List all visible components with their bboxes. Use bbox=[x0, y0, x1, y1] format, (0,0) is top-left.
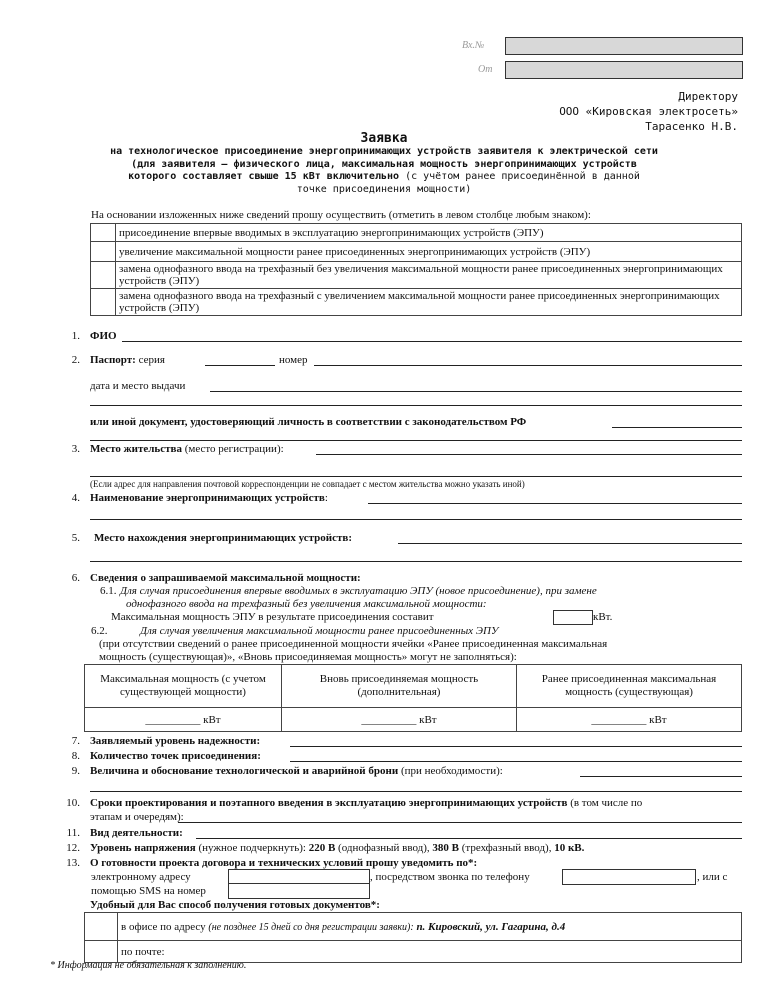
terms-note2: этапам и очередям): bbox=[90, 811, 184, 823]
passport-row bbox=[90, 354, 165, 366]
voltage-note: (нужное подчеркнуть): bbox=[198, 842, 306, 854]
passport-issue-input-2[interactable] bbox=[90, 405, 742, 406]
residence-row bbox=[90, 443, 284, 455]
terms-input[interactable] bbox=[178, 822, 742, 823]
activity-label: Вид деятельности: bbox=[90, 827, 183, 839]
incoming-from-label: От bbox=[478, 64, 493, 75]
passport-number-input[interactable] bbox=[314, 365, 742, 366]
voltage-option-380[interactable]: 380 В bbox=[432, 842, 459, 854]
notification-phone-label: , посредством звонка по телефону bbox=[370, 871, 530, 883]
option-text-3: замена однофазного ввода на трехфазный без увеличения максимальной мощности ранее присоединенных энергопринимающих устройств (ЭПУ) bbox=[116, 262, 742, 289]
power-table-header-max: Максимальная мощность (с учетом существующей мощности) bbox=[85, 665, 282, 708]
fio-label: ФИО bbox=[90, 330, 117, 342]
section-number-13: 13. bbox=[66, 857, 80, 869]
other-document-label: или иной документ, удостоверяющий личность в соответствии с законодательством РФ bbox=[90, 416, 527, 428]
notification-label: О готовности проекта договора и технических условий прошу уведомить по*: bbox=[90, 857, 478, 869]
notification-sms-input[interactable] bbox=[228, 883, 370, 899]
power-table bbox=[84, 664, 742, 732]
subsection-6-1-text2: однофазного ввода на трехфазный без увеличения максимальной мощности: bbox=[126, 598, 487, 610]
passport-number-label: номер bbox=[279, 354, 308, 366]
connection-points-label: Количество точек присоединения: bbox=[90, 750, 261, 762]
max-power-label: Сведения о запрашиваемой максимальной мощности: bbox=[90, 572, 361, 584]
voltage-option-380-note: (трехфазный ввод), bbox=[461, 842, 552, 854]
section-number-12: 12. bbox=[66, 842, 80, 854]
voltage-option-220-note: (однофазный ввод), bbox=[338, 842, 430, 854]
subtitle-line4: точке присоединения мощности) bbox=[296, 183, 472, 195]
reserve-input-2[interactable] bbox=[90, 791, 742, 792]
subsection-6-2-note1: (при отсутствии сведений о ранее присоединенной мощности ячейки «Ранее присоединенная максимальная bbox=[99, 638, 608, 650]
section-number-3: 3. bbox=[71, 443, 80, 455]
reserve-input[interactable] bbox=[580, 776, 742, 777]
residence-hint: (Если адрес для направления почтовой корреспонденции не совпадает с местом жительства можно указать иной) bbox=[90, 479, 525, 489]
page-title: Заявка bbox=[360, 131, 408, 146]
section-number-5: 5. bbox=[71, 532, 80, 544]
subsection-6-1: 6.1. bbox=[100, 585, 117, 597]
terms-label: Сроки проектирования и поэтапного введения в эксплуатацию энергопринимающих устройств bbox=[90, 797, 568, 809]
passport-series-label: серия bbox=[138, 354, 165, 366]
subtitle-line3-normal: (с учётом ранее присоединённой в данной bbox=[399, 171, 640, 182]
delivery-office-address: п. Кировский, ул. Гагарина, д.4 bbox=[416, 920, 566, 933]
footnote: * Информация не обязательная к заполнению. bbox=[50, 960, 247, 971]
delivery-table bbox=[84, 912, 742, 963]
option-checkbox-4[interactable] bbox=[91, 289, 116, 316]
subsection-6-1-text1: Для случая присоединения впервые вводимых в эксплуатацию ЭПУ (новое присоединение), при замене bbox=[120, 585, 597, 597]
devices-location-input[interactable] bbox=[398, 543, 742, 544]
notification-phone-input[interactable] bbox=[562, 869, 696, 885]
reliability-input[interactable] bbox=[290, 746, 742, 747]
connection-points-input[interactable] bbox=[290, 761, 742, 762]
reserve-row bbox=[90, 765, 503, 777]
section-number-2: 2. bbox=[71, 354, 80, 366]
power-table-value-new[interactable]: __________ кВт bbox=[282, 708, 517, 732]
max-power-result-unit: кВт. bbox=[593, 611, 613, 623]
power-table-header-new: Вновь присоединяемая мощность (дополнительная) bbox=[282, 665, 517, 708]
notification-sms-label: помощью SMS на номер bbox=[91, 885, 206, 897]
addressee-line3: Тарасенко Н.В. bbox=[645, 120, 738, 133]
voltage-label: Уровень напряжения bbox=[90, 842, 196, 854]
subtitle-line1: на технологическое присоединение энергопринимающих устройств заявителя к электрической сети bbox=[110, 146, 658, 157]
voltage-option-220[interactable]: 220 В bbox=[308, 842, 336, 854]
activity-input[interactable] bbox=[196, 838, 742, 839]
addressee-block bbox=[559, 89, 738, 134]
section-number-4: 4. bbox=[71, 492, 80, 504]
section-number-8: 8. bbox=[71, 750, 80, 762]
option-checkbox-2[interactable] bbox=[91, 242, 116, 262]
option-text-2: увеличение максимальной мощности ранее присоединенных энергопринимающих устройств (ЭПУ) bbox=[116, 242, 742, 262]
delivery-office-cell bbox=[118, 913, 742, 941]
residence-note: (место регистрации): bbox=[184, 443, 284, 455]
request-intro: На основании изложенных ниже сведений прошу осуществить (отметить в левом столбце любым знаком): bbox=[91, 209, 591, 221]
options-table bbox=[90, 223, 742, 316]
addressee-line2: ООО «Кировская электросеть» bbox=[559, 105, 738, 118]
passport-label: Паспорт: bbox=[90, 354, 136, 366]
max-power-result-label: Максимальная мощность ЭПУ в результате присоединения составит bbox=[111, 611, 434, 623]
notification-email-label: электронному адресу bbox=[91, 871, 191, 883]
power-table-header-existing: Ранее присоединенная максимальная мощность (существующая) bbox=[517, 665, 742, 708]
devices-location-label: Место нахождения энергопринимающих устройств: bbox=[94, 532, 352, 544]
section-number-6: 6. bbox=[71, 572, 80, 584]
incoming-number-field[interactable] bbox=[505, 37, 743, 55]
section-number-11: 11. bbox=[66, 827, 80, 839]
section-number-10: 10. bbox=[66, 797, 80, 809]
delivery-office-checkbox[interactable] bbox=[85, 913, 118, 941]
devices-name-colon: : bbox=[324, 492, 328, 504]
reserve-label: Величина и обоснование технологической и аварийной брони bbox=[90, 765, 399, 777]
subsection-6-2-note2: мощность (существующая)», «Вновь присоединяемая мощность» могут не заполняться): bbox=[99, 651, 517, 663]
devices-location-input-2[interactable] bbox=[90, 561, 742, 562]
option-text-4: замена однофазного ввода на трехфазный с увеличением максимальной мощности ранее присоединенных энергопринимающих устройств (ЭПУ) bbox=[116, 289, 742, 316]
power-table-value-max[interactable]: __________ кВт bbox=[85, 708, 282, 732]
devices-name-input-2[interactable] bbox=[90, 519, 742, 520]
section-number-9: 9. bbox=[71, 765, 80, 777]
option-checkbox-3[interactable] bbox=[91, 262, 116, 289]
residence-label: Место жительства bbox=[90, 443, 182, 455]
voltage-option-10kv[interactable]: 10 кВ. bbox=[554, 842, 585, 854]
other-document-input[interactable] bbox=[612, 427, 742, 428]
delivery-mail-cell: по почте: bbox=[118, 941, 742, 963]
delivery-office-prefix: в офисе по адресу bbox=[121, 920, 206, 933]
residence-input[interactable] bbox=[316, 454, 742, 455]
incoming-from-field[interactable] bbox=[505, 61, 743, 79]
voltage-row bbox=[90, 842, 584, 854]
devices-name-label: Наименование энергопринимающих устройств bbox=[90, 492, 325, 504]
passport-issue-input[interactable] bbox=[210, 391, 742, 392]
max-power-result-input[interactable] bbox=[553, 610, 593, 625]
subtitle-line2: (для заявителя – физического лица, максимальная мощность энергопринимающих устройств bbox=[131, 158, 637, 170]
passport-series-input[interactable] bbox=[205, 365, 275, 366]
terms-row bbox=[90, 797, 642, 809]
other-document-input-2[interactable] bbox=[90, 440, 742, 441]
incoming-number-label: Вх.№ bbox=[462, 40, 485, 51]
devices-name-row bbox=[90, 492, 328, 504]
section-number-7: 7. bbox=[71, 735, 80, 747]
addressee-line1: Директору bbox=[678, 90, 738, 103]
reliability-label: Заявляемый уровень надежности: bbox=[90, 735, 261, 747]
devices-name-input[interactable] bbox=[368, 503, 742, 504]
subtitle-line3-bold: которого составляет свыше 15 кВт включительно bbox=[128, 171, 400, 182]
page-subtitle bbox=[0, 146, 768, 196]
terms-note1: (в том числе по bbox=[570, 797, 643, 809]
notification-or-label: , или с bbox=[697, 871, 728, 883]
subsection-6-2: 6.2. bbox=[91, 625, 108, 637]
delivery-label: Удобный для Вас способ получения готовых документов*: bbox=[90, 899, 380, 911]
power-table-value-existing[interactable]: __________ кВт bbox=[517, 708, 742, 732]
passport-issue-label: дата и место выдачи bbox=[90, 380, 186, 392]
subsection-6-2-text: Для случая увеличения максимальной мощности ранее присоединенных ЭПУ bbox=[140, 625, 499, 637]
option-checkbox-1[interactable] bbox=[91, 224, 116, 242]
option-text-1: присоединение впервые вводимых в эксплуатацию энергопринимающих устройств (ЭПУ) bbox=[116, 224, 742, 242]
delivery-office-note: (не позднее 15 дней со дня регистрации заявки): bbox=[208, 921, 414, 933]
section-number-1: 1. bbox=[71, 330, 80, 342]
reserve-note: (при необходимости): bbox=[400, 765, 503, 777]
fio-input[interactable] bbox=[122, 341, 742, 342]
residence-input-2[interactable] bbox=[90, 476, 742, 477]
